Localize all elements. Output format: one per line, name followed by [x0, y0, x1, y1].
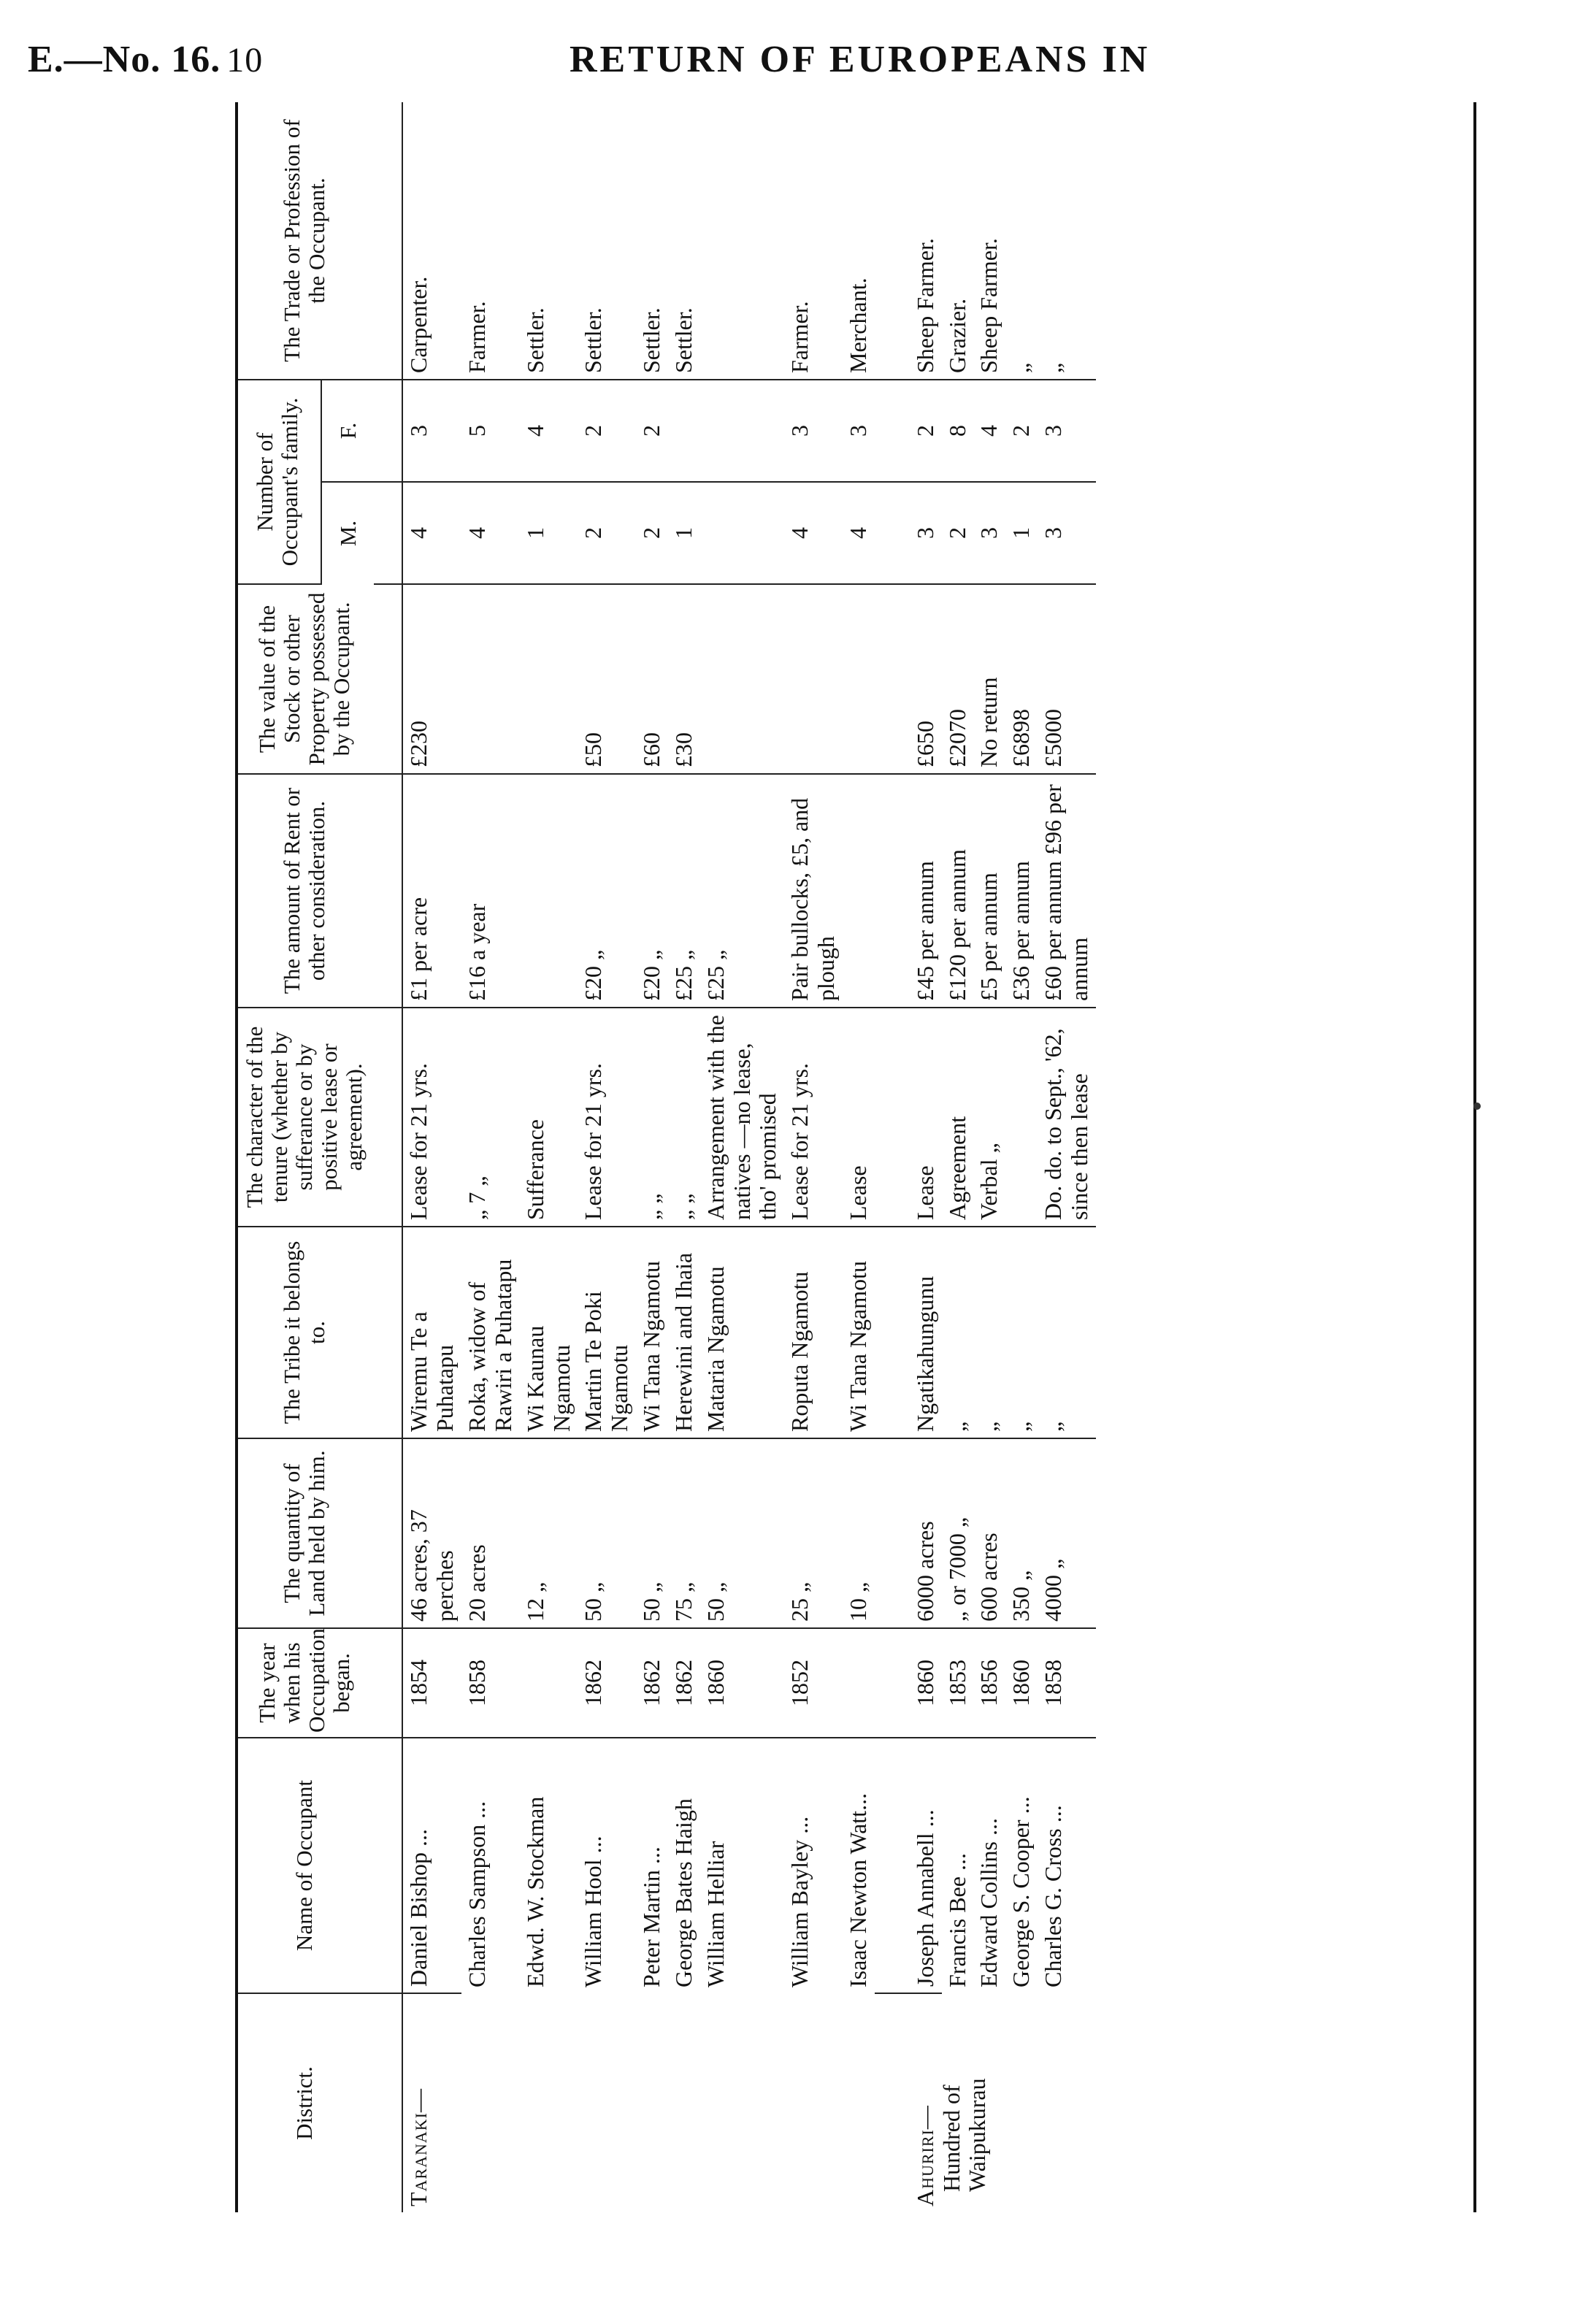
district-ahuriri-label: Ahuriri— — [911, 2105, 938, 2206]
district-ahuriri — [910, 1993, 1096, 2212]
occupation-year — [843, 1628, 875, 1738]
rent: £120 per annum — [942, 774, 974, 1008]
occupant-name: Peter Martin ... — [638, 1846, 665, 1987]
occupant-name: Edwd. W. Stockman — [521, 1796, 548, 1987]
rotated-return-table — [235, 102, 1476, 2212]
occupation-year: 1853 — [942, 1628, 974, 1738]
family-male: 3 — [973, 482, 1005, 584]
family-female: 8 — [942, 380, 974, 482]
trade: Merchant. — [843, 102, 875, 380]
stock-value: £650 — [910, 584, 942, 774]
family-male: 4 — [843, 482, 875, 584]
occupation-year: 1858 — [1038, 1628, 1096, 1738]
tenure: Arrangement with the natives —no lease, tho' promised — [700, 1008, 784, 1227]
tribe: „ — [1038, 1227, 1096, 1438]
rent: £20 „ — [636, 774, 668, 1008]
land-quantity: 50 „ — [700, 1438, 784, 1628]
col-trade: The Trade or Profession of the Occupant. — [235, 102, 374, 380]
family-male: 1 — [1005, 482, 1038, 584]
trade: Carpenter. — [402, 102, 461, 380]
table-row — [636, 102, 668, 2212]
occupation-year: 1862 — [578, 1628, 636, 1738]
family-male: 4 — [784, 482, 843, 584]
stock-value: £50 — [578, 584, 636, 774]
document-number: E.—No. 16. — [28, 39, 221, 80]
tenure: Agreement — [942, 1008, 974, 1227]
tribe: „ — [942, 1227, 974, 1438]
trade: Sheep Farmer. — [910, 102, 942, 380]
family-male: 2 — [636, 482, 668, 584]
rent: £20 „ — [578, 774, 636, 1008]
family-male: 2 — [942, 482, 974, 584]
table-body — [402, 102, 1095, 2212]
family-female: 5 — [461, 380, 520, 482]
land-quantity: 350 „ — [1005, 1438, 1038, 1628]
tribe: Wi Kaunau Ngamotu — [520, 1227, 578, 1438]
land-quantity: 10 „ — [843, 1438, 875, 1628]
col-quantity: The quantity of Land held by him. — [235, 1438, 374, 1628]
occupation-year: 1856 — [973, 1628, 1005, 1738]
trade: Sheep Farmer. — [973, 102, 1005, 380]
stock-value — [700, 584, 784, 774]
col-tribe: The Tribe it belongs to. — [235, 1227, 374, 1438]
family-female: 4 — [973, 380, 1005, 482]
occupant-name: William Bayley ... — [786, 1816, 813, 1987]
tenure: Sufferance — [520, 1008, 578, 1227]
occupation-year: 1852 — [784, 1628, 843, 1738]
family-female: 3 — [1038, 380, 1096, 482]
stock-value: £6898 — [1005, 584, 1038, 774]
table-row — [402, 102, 461, 2212]
stock-value — [784, 584, 843, 774]
col-district: District. — [291, 2066, 318, 2140]
trade: „ — [1038, 102, 1096, 380]
table-row — [910, 102, 942, 2212]
family-female: 2 — [636, 380, 668, 482]
family-male: 4 — [402, 482, 461, 584]
occupant-name: Joseph Annabell ... — [910, 1738, 942, 1993]
district-taranaki: Taranaki— — [405, 2088, 432, 2206]
stock-value: £2070 — [942, 584, 974, 774]
col-family: Number of Occupant's family. — [235, 380, 321, 584]
occupation-year: 1858 — [461, 1628, 520, 1738]
family-female: 2 — [578, 380, 636, 482]
trade: „ — [1005, 102, 1038, 380]
occupation-year: 1860 — [910, 1628, 942, 1738]
land-quantity: 4000 „ — [1038, 1438, 1096, 1628]
land-quantity: 20 acres — [461, 1438, 520, 1628]
land-quantity: 50 „ — [578, 1438, 636, 1628]
occupant-name: George S. Cooper ... — [1008, 1796, 1035, 1987]
table-row — [1005, 102, 1038, 2212]
occupant-name: Francis Bee ... — [943, 1853, 970, 1987]
tenure: „ „ — [636, 1008, 668, 1227]
table-row — [942, 102, 974, 2212]
stock-value — [461, 584, 520, 774]
tribe: Wi Tana Ngamotu — [843, 1227, 875, 1438]
tribe: Martin Te Poki Ngamotu — [578, 1227, 636, 1438]
stock-value — [520, 584, 578, 774]
tenure — [1005, 1008, 1038, 1227]
rent: £45 per annum — [910, 774, 942, 1008]
rent: £60 per annum £96 per annum — [1038, 774, 1096, 1008]
rent: £5 per annum — [973, 774, 1005, 1008]
family-male: 1 — [520, 482, 578, 584]
stock-value: £230 — [402, 584, 461, 774]
col-name: Name of Occupant — [235, 1738, 374, 1993]
occupant-name: Edward Collins ... — [975, 1818, 1002, 1987]
tribe: Wiremu Te a Puhatapu — [402, 1227, 461, 1438]
rent: £16 a year — [461, 774, 520, 1008]
occupation-year: 1860 — [700, 1628, 784, 1738]
col-rent: The amount of Rent or other consideration. — [235, 774, 374, 1008]
land-quantity: 6000 acres — [910, 1438, 942, 1628]
rent: £1 per acre — [402, 774, 461, 1008]
stock-value: £60 — [636, 584, 668, 774]
table-row — [973, 102, 1005, 2212]
tenure: Verbal „ — [973, 1008, 1005, 1227]
occupant-name: George Bates Haigh — [670, 1798, 697, 1987]
return-table — [235, 102, 1096, 2212]
family-female — [700, 380, 784, 482]
tenure: Lease — [843, 1008, 875, 1227]
family-male: 2 — [578, 482, 636, 584]
page-number: 10 — [226, 41, 264, 80]
land-quantity: 46 acres, 37 perches — [402, 1438, 461, 1628]
rent: £25 „ — [668, 774, 700, 1008]
tenure: „ 7 „ — [461, 1008, 520, 1227]
family-female: 4 — [520, 380, 578, 482]
table-row — [520, 102, 578, 2212]
trade — [700, 102, 784, 380]
occupation-year: 1860 — [1005, 1628, 1038, 1738]
family-female: 3 — [402, 380, 461, 482]
occupation-year: 1854 — [402, 1628, 461, 1738]
stock-value: £5000 — [1038, 584, 1096, 774]
family-male: 3 — [1038, 482, 1096, 584]
occupant-name: Isaac Newton Watt... — [844, 1792, 871, 1987]
family-male: 3 — [910, 482, 942, 584]
family-male: 4 — [461, 482, 520, 584]
table-row — [700, 102, 784, 2212]
family-male: 1 — [668, 482, 700, 584]
tenure: Lease — [910, 1008, 942, 1227]
trade: Settler. — [578, 102, 636, 380]
trade: Farmer. — [784, 102, 843, 380]
rent: Pair bullocks, £5, and plough — [784, 774, 843, 1008]
stock-value: No return — [973, 584, 1005, 774]
col-family-f: F. — [321, 380, 375, 482]
table-row — [784, 102, 843, 2212]
document-reference — [28, 38, 263, 81]
occupation-year: 1862 — [636, 1628, 668, 1738]
occupation-year: 1862 — [668, 1628, 700, 1738]
land-quantity: 12 „ — [520, 1438, 578, 1628]
trade: Grazier. — [942, 102, 974, 380]
land-quantity: 600 acres — [973, 1438, 1005, 1628]
tribe: Roputa Ngamotu — [784, 1227, 843, 1438]
land-quantity: 25 „ — [784, 1438, 843, 1628]
occupation-year — [520, 1628, 578, 1738]
land-quantity: 75 „ — [668, 1438, 700, 1628]
col-family-m: M. — [321, 482, 375, 584]
tenure: Lease for 21 yrs. — [784, 1008, 843, 1227]
tenure: Lease for 21 yrs. — [578, 1008, 636, 1227]
land-quantity: „ or 7000 „ — [942, 1438, 974, 1628]
tribe: „ — [1005, 1227, 1038, 1438]
col-year: The year when his Occupation began. — [235, 1628, 374, 1738]
tenure: Do. do. to Sept., '62, since then lease — [1038, 1008, 1096, 1227]
tenure: „ „ — [668, 1008, 700, 1227]
land-quantity: 50 „ — [636, 1438, 668, 1628]
table-row — [578, 102, 636, 2212]
table-header — [235, 102, 402, 2212]
tribe: Roka, widow of Rawiri a Puhatapu — [461, 1227, 520, 1438]
col-tenure: The character of the tenure (whether by sufferance or by positive lease or agreement). — [235, 1008, 374, 1227]
page-title: RETURN OF EUROPEANS IN — [570, 39, 1151, 80]
rent — [843, 774, 875, 1008]
trade: Settler. — [520, 102, 578, 380]
tribe: Herewini and Ihaia — [668, 1227, 700, 1438]
col-value: The value of the Stock or other Property possessed by the Occupant. — [235, 584, 374, 774]
ink-speck — [1473, 1102, 1481, 1110]
trade: Settler. — [668, 102, 700, 380]
trade: Settler. — [636, 102, 668, 380]
family-female: 3 — [843, 380, 875, 482]
family-female: 3 — [784, 380, 843, 482]
trade: Farmer. — [461, 102, 520, 380]
occupant-name: William Helliar — [702, 1841, 729, 1987]
subdistrict-label: Hundred of Waipukurau — [938, 2078, 991, 2192]
occupant-name: Charles G. Cross ... — [1040, 1805, 1067, 1987]
occupant-name: Charles Sampson ... — [464, 1800, 491, 1987]
rent — [520, 774, 578, 1008]
family-female: 2 — [1005, 380, 1038, 482]
occupant-name: Daniel Bishop ... — [402, 1738, 461, 1993]
family-female — [668, 380, 700, 482]
tribe: Wi Tana Ngamotu — [636, 1227, 668, 1438]
table-row — [843, 102, 875, 2212]
table-row — [668, 102, 700, 2212]
tenure: Lease for 21 yrs. — [402, 1008, 461, 1227]
table-row — [461, 102, 520, 2212]
stock-value: £30 — [668, 584, 700, 774]
tribe: „ — [973, 1227, 1005, 1438]
table-row — [1038, 102, 1096, 2212]
occupant-name: William Hool ... — [580, 1836, 607, 1987]
family-male — [700, 482, 784, 584]
tribe: Ngatikahungunu — [910, 1227, 942, 1438]
stock-value — [843, 584, 875, 774]
rent: £36 per annum — [1005, 774, 1038, 1008]
family-female: 2 — [910, 380, 942, 482]
tribe: Mataria Ngamotu — [700, 1227, 784, 1438]
rent: £25 „ — [700, 774, 784, 1008]
